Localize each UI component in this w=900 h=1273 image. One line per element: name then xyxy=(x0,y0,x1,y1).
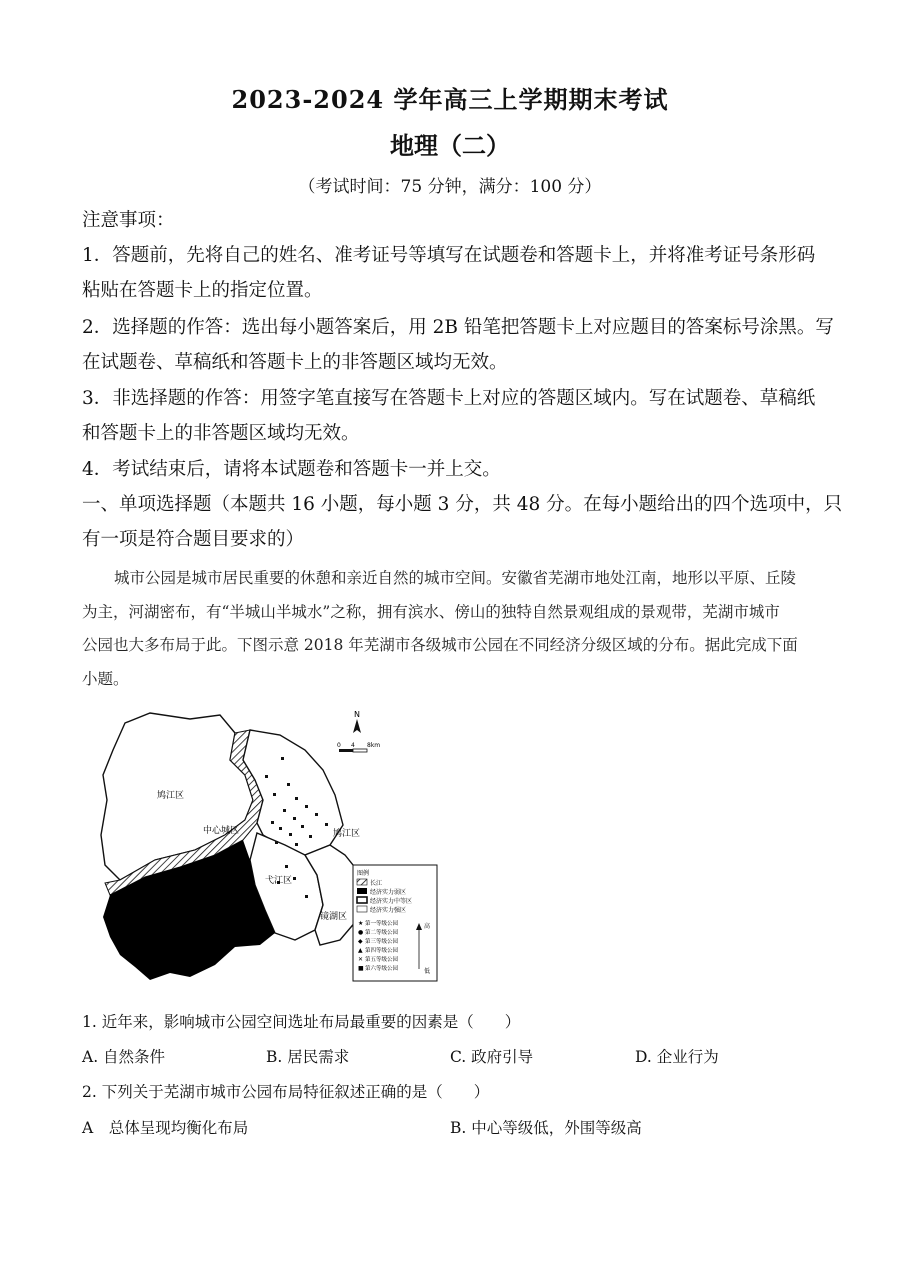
map-label-jiujiang-east: 鸠江区 xyxy=(333,829,361,839)
legend-park-level: 第四等级公园 xyxy=(365,948,399,954)
question-2-option-b: B. 中心等级低，外围等级高 xyxy=(450,1119,642,1137)
section-heading-line: 一、单项选择题（本题共 16 小题，每小题 3 分，共 48 分。在每小题给出的四个选项中，只 xyxy=(82,494,843,515)
passage-line: 公园也大多布局于此。下图示意 2018 年芜湖市各级城市公园在不同经济分级区域的分布。据此完成下面 xyxy=(82,636,798,654)
notice-heading: 注意事项： xyxy=(82,210,175,231)
legend-park-level: 第六等级公园 xyxy=(365,966,399,972)
north-arrow xyxy=(353,710,361,733)
arrow-high-label: 高 xyxy=(424,923,431,930)
wuhu-park-map xyxy=(95,705,445,987)
question-1-option-a: A. 自然条件 xyxy=(82,1048,166,1066)
legend-symbol: ▲ xyxy=(358,947,363,954)
scale-label: 0 xyxy=(337,742,341,749)
legend-item: 经济实力强区 xyxy=(370,907,407,914)
passage-line: 城市公园是城市居民重要的休憩和亲近自然的城市空间。安徽省芜湖市地处江南，地形以平原、丘陵 xyxy=(114,569,797,587)
legend-symbol: ★ xyxy=(358,920,364,927)
map-label-jiujiang-west: 鸠江区 xyxy=(157,791,185,801)
map-legend xyxy=(353,865,437,981)
notice-line: 1．答题前，先将自己的姓名、准考证号等填写在试题卷和答题卡上，并将准考证号条形码 xyxy=(82,245,816,266)
legend-symbol: ◆ xyxy=(358,938,363,945)
legend-park-level: 第一等级公园 xyxy=(365,921,399,927)
map-label-jinghu: 镜湖区 xyxy=(320,912,348,922)
legend-park-level: 第二等级公园 xyxy=(365,930,399,936)
legend-park-level: 第五等级公园 xyxy=(365,957,399,963)
scale-label: 8km xyxy=(367,742,381,749)
notice-line: 粘贴在答题卡上的指定位置。 xyxy=(82,280,323,301)
notice-line: 3．非选择题的作答：用签字笔直接写在答题卡上对应的答题区域内。写在试题卷、草稿纸 xyxy=(82,388,816,409)
question-2-option-a: A 总体呈现均衡化布局 xyxy=(82,1119,249,1137)
legend-symbol: ■ xyxy=(358,965,364,972)
passage-line: 小题。 xyxy=(82,670,129,688)
question-1-option-b: B. 居民需求 xyxy=(266,1048,350,1066)
exam-subtitle: 地理（二） xyxy=(390,131,510,160)
exam-title: 2023-2024 学年高三上学期期末考试 xyxy=(231,85,669,114)
section-heading-line: 有一项是符合题目要求的） xyxy=(82,529,305,550)
question-2-stem: 2. 下列关于芜湖市城市公园布局特征叙述正确的是（ ） xyxy=(82,1083,490,1101)
legend-title: 图例 xyxy=(357,870,370,877)
question-1-stem: 1. 近年来，影响城市公园空间选址布局最重要的因素是（ ） xyxy=(82,1013,521,1031)
legend-item: 经济实力弱区 xyxy=(370,889,407,896)
exam-info: （考试时间：75 分钟，满分：100 分） xyxy=(298,177,602,197)
north-label: N xyxy=(354,710,360,719)
scale-bar xyxy=(337,742,380,752)
legend-item: 长江 xyxy=(370,880,383,887)
legend-symbol: ✕ xyxy=(358,956,364,963)
notice-line: 和答题卡上的非答题区域均无效。 xyxy=(82,423,360,444)
legend-symbol: ● xyxy=(358,929,364,936)
arrow-low-label: 低 xyxy=(424,968,431,975)
map-label-center: 中心城区 xyxy=(203,826,240,836)
question-1-option-d: D. 企业行为 xyxy=(635,1048,719,1066)
notice-line: 2．选择题的作答：选出每小题答案后，用 2B 铅笔把答题卡上对应题目的答案标号涂黑。写 xyxy=(82,317,834,338)
map-label-yijiang: 弋江区 xyxy=(265,876,293,886)
scale-label: 4 xyxy=(351,742,355,749)
notice-line: 4．考试结束后，请将本试题卷和答题卡一并上交。 xyxy=(82,459,501,480)
question-1-option-c: C. 政府引导 xyxy=(450,1048,534,1066)
legend-park-level: 第三等级公园 xyxy=(365,939,399,945)
legend-item: 经济实力中等区 xyxy=(370,898,413,905)
passage-line: 为主，河湖密布，有“半城山半城水”之称，拥有滨水、傍山的独特自然景观组成的景观带，芜湖市城市 xyxy=(82,603,780,621)
notice-line: 在试题卷、草稿纸和答题卡上的非答题区域均无效。 xyxy=(82,352,508,373)
